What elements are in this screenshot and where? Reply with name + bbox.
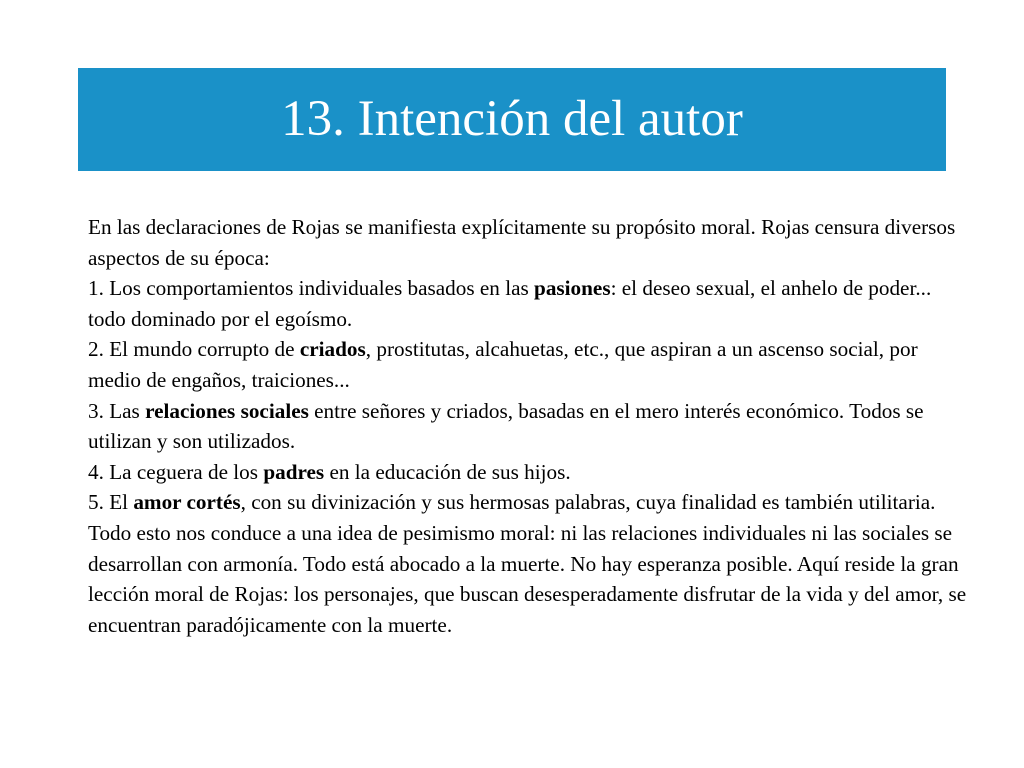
slide-title: 13. Intención del autor xyxy=(281,91,743,147)
list-item-prefix: 4. La ceguera de los xyxy=(88,459,264,484)
list-item-suffix: , con su divinización y sus hermosas palabras, cuya finalidad es también utilitaria. xyxy=(240,490,936,515)
list-item-keyword: relaciones sociales xyxy=(145,398,309,423)
list-item-suffix: entre señores y criados, basadas en el mero interés económico. Todos se utilizan y son utilizados. xyxy=(88,398,924,454)
list-item-keyword: amor cortés xyxy=(133,490,241,515)
list-item xyxy=(88,334,968,395)
list-item xyxy=(88,457,968,488)
list-item xyxy=(88,396,968,457)
list-item-prefix: 1. Los comportamientos individuales basados en las xyxy=(88,276,535,301)
list-item-prefix: 3. Las xyxy=(88,398,146,423)
conclusion-paragraph: Todo esto nos conduce a una idea de pesimismo moral: ni las relaciones individuales ni las sociales se desarrollan con armonía. Todo está abocado a la muerte. No hay esperanza posible. Aquí reside la gran lección moral de Rojas: los personajes, que buscan desesperadamente disfrutar de la vida y del amor, se encuentran paradójicamente con la muerte. xyxy=(88,520,967,637)
intro-paragraph: En las declaraciones de Rojas se manifiesta explícitamente su propósito moral. Rojas censura diversos aspectos de su época: xyxy=(88,215,956,270)
list-item xyxy=(88,487,968,518)
list-item-suffix: en la educación de sus hijos. xyxy=(324,459,571,484)
title-bar xyxy=(78,68,946,171)
list-item-prefix: 2. El mundo corrupto de xyxy=(88,337,300,362)
list-item-suffix: , prostitutas, alcahuetas, etc., que aspiran a un ascenso social, por medio de engaños, traiciones... xyxy=(88,337,918,392)
list-item-suffix: : el deseo sexual, el anhelo de poder... todo dominado por el egoísmo. xyxy=(88,276,932,331)
list-item-prefix: 5. El xyxy=(88,490,134,515)
list-item-keyword: padres xyxy=(263,459,325,484)
body-text xyxy=(88,212,968,640)
list-item-keyword: criados xyxy=(299,337,366,362)
list-item-keyword: pasiones xyxy=(534,276,611,301)
list-item xyxy=(88,273,968,334)
